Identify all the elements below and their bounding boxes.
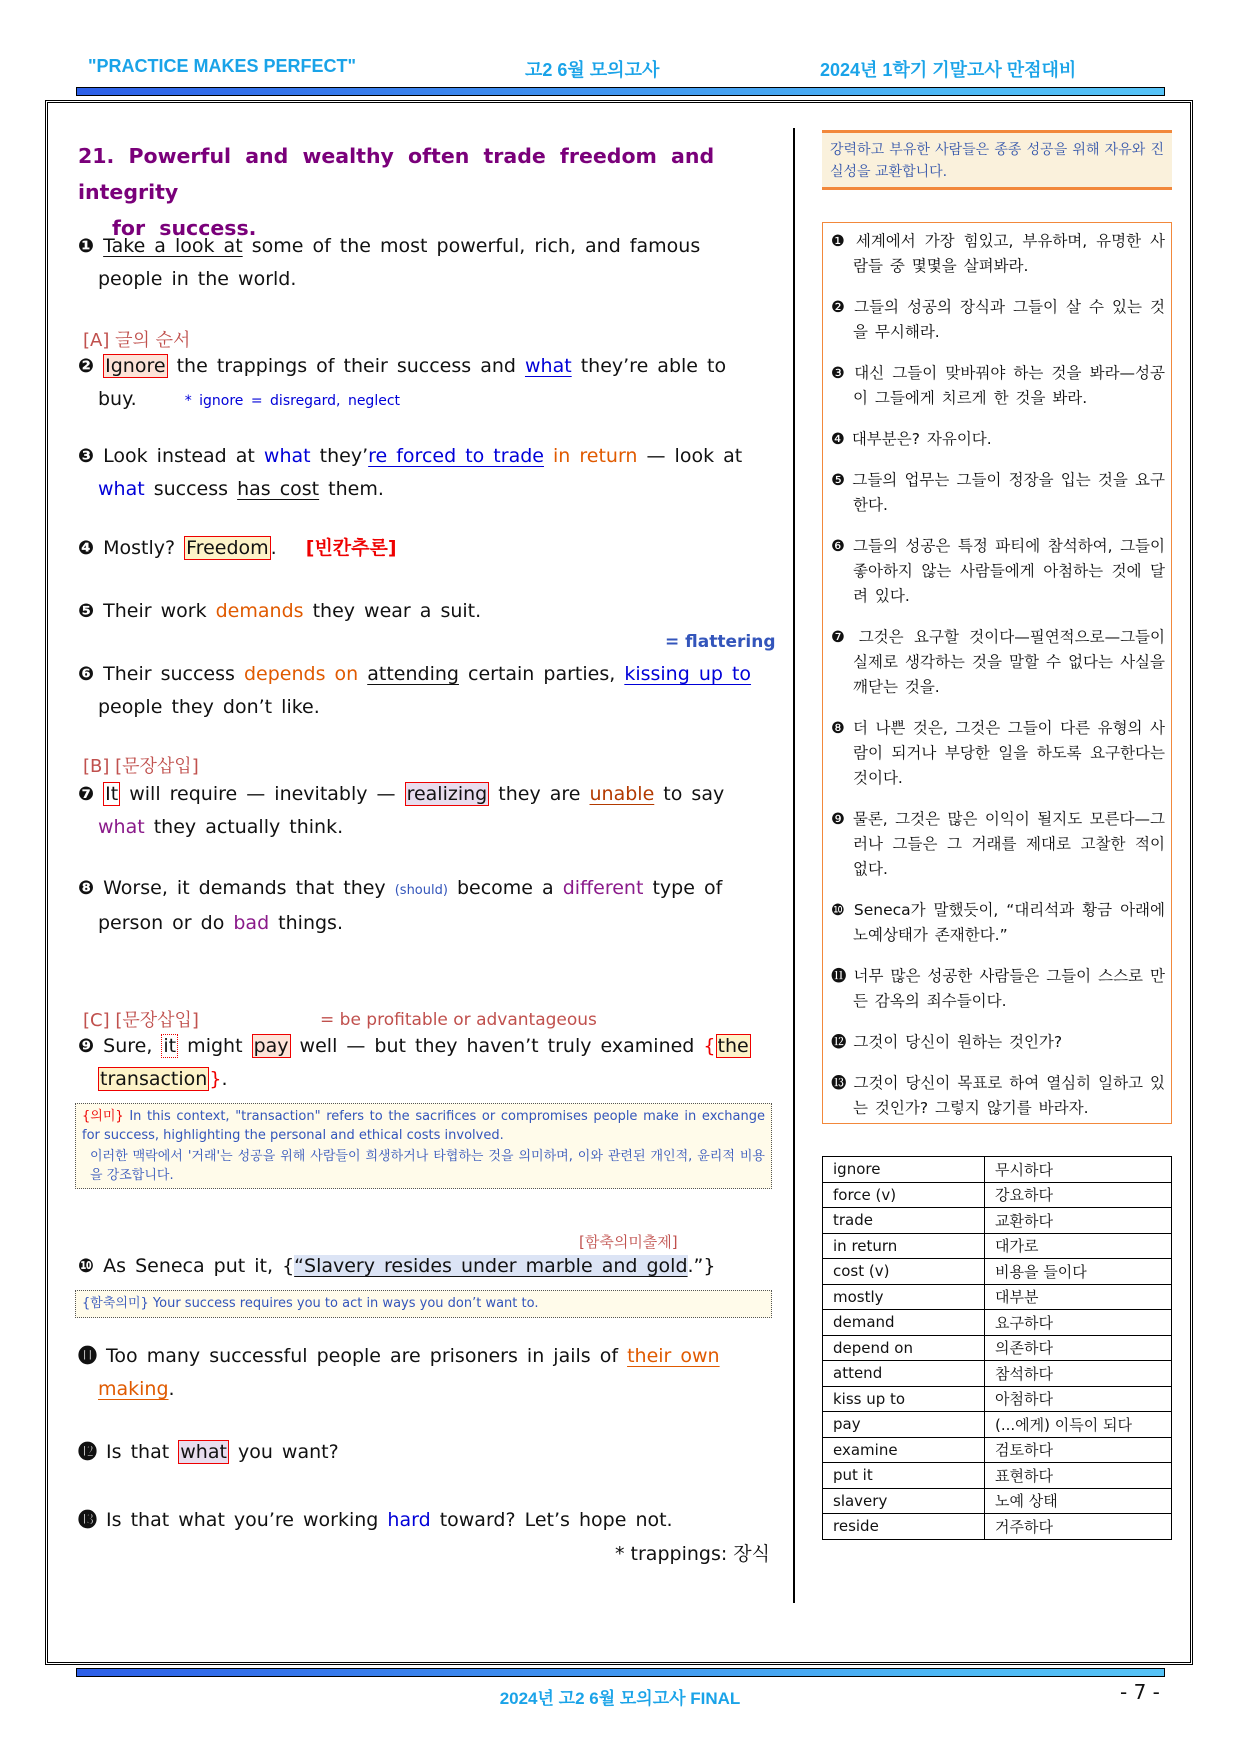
sentence-1: ❶ Take a look at some of the most powerful, rich, and famous people in the world. xyxy=(78,235,701,290)
tag-C: [C] [문장삽입] xyxy=(83,1010,199,1031)
sentence-5: ❺ Their work demands they wear a suit. xyxy=(78,600,482,622)
passage-column xyxy=(78,138,778,1565)
translation-1: ❶ 세계에서 가장 힘있고, 부유하며, 유명한 사람들 중 몇몇을 살펴봐라. xyxy=(831,232,1165,275)
vocab-row: cost (v) 비용을 들이다 xyxy=(823,1259,1172,1285)
header-motto: "PRACTICE MAKES PERFECT" xyxy=(88,56,357,76)
translation-3: ❸ 대신 그들이 맞바꿔야 하는 것을 봐라—성공이 그들에게 치르게 한 것을 봐라. xyxy=(831,364,1165,407)
vocab-row: examine 검토하다 xyxy=(823,1437,1172,1463)
vocabulary-table xyxy=(822,1156,1172,1540)
vocab-row: demand 요구하다 xyxy=(823,1310,1172,1336)
trappings-gloss: * trappings: 장식 xyxy=(615,1543,770,1565)
sentence-11: ⓫ Too many successful people are prisoners in jails of their own making. xyxy=(78,1345,720,1400)
vocab-row: force (v) 강요하다 xyxy=(823,1182,1172,1208)
translation-6: ❻ 그들의 성공은 특정 파티에 참석하여, 그들이 좋아하지 않는 사람들에게 아첨하는 것에 달려 있다. xyxy=(831,537,1165,605)
sentence-4: ❹ Mostly? Freedom . [빈칸추론] xyxy=(78,537,397,559)
sentence-7: ❼ It will require — inevitably — realizing they are unable to say what they actually think. xyxy=(78,783,725,838)
translation-8: ❽ 더 나쁜 것은, 그것은 그들이 다른 유형의 사람이 되거나 부당한 일을 하도록 요구한다는 것이다. xyxy=(831,719,1165,787)
translation-7: ❼ 그것은 요구할 것이다—필연적으로—그들이 실제로 생각하는 것을 말할 수 없다는 사실을 깨닫는 것을. xyxy=(831,628,1165,696)
sentence-9: ❾ Sure, it might pay well — but they haven’t truly examined { the transaction }. xyxy=(78,1035,749,1090)
vocab-row: trade 교환하다 xyxy=(823,1208,1172,1234)
sentence-2: ❷ Ignore the trappings of their success and what they’re able to buy. * ignore = disregard, neglect xyxy=(78,355,727,410)
sentence-10: ❿ As Seneca put it, {“Slavery resides under marble and gold.”} xyxy=(78,1255,716,1277)
implied-meaning-note: {함축의미} Your success requires you to act in ways you don’t want to. xyxy=(75,1290,772,1318)
translation-box xyxy=(822,222,1172,1124)
footer-title: 2024년 고2 6월 모의고사 FINAL xyxy=(499,1689,741,1708)
vocab-row: ignore 무시하다 xyxy=(823,1157,1172,1183)
page-number: - 7 - xyxy=(1120,1680,1160,1704)
vocab-row: reside 거주하다 xyxy=(823,1514,1172,1540)
translation-11: ⓫ 너무 많은 성공한 사람들은 그들이 스스로 만든 감옥의 죄수들이다. xyxy=(831,967,1165,1010)
footer-bar xyxy=(76,1668,1165,1677)
translation-4: ❹ 대부분은? 자유이다. xyxy=(831,430,992,448)
header-term: 2024년 1학기 기말고사 만점대비 xyxy=(820,60,1077,80)
tag-implied-meaning: [함축의미출제] xyxy=(579,1233,678,1251)
translation-5: ❺ 그들의 업무는 그들이 정장을 입는 것을 요구한다. xyxy=(831,471,1165,514)
vocab-row: kiss up to 아첨하다 xyxy=(823,1386,1172,1412)
vocab-row: attend 참석하다 xyxy=(823,1361,1172,1387)
page-header xyxy=(88,52,1170,82)
vocab-row: put it 표현하다 xyxy=(823,1463,1172,1489)
header-exam: 고2 6월 모의고사 xyxy=(525,60,660,80)
vocab-row: slavery 노예 상태 xyxy=(823,1488,1172,1514)
sentence-3: ❸ Look instead at what they’re forced to trade in return — look at what success has cost them. xyxy=(78,445,743,500)
vocab-row: pay (...에게) 이득이 되다 xyxy=(823,1412,1172,1438)
sentence-12: ⓬ Is that what you want? xyxy=(78,1441,339,1463)
translation-9: ❾ 물론, 그것은 많은 이익이 될지도 모른다—그러나 그들은 그 거래를 제대로 고찰한 적이 없다. xyxy=(831,810,1165,878)
flattering-note: = flattering xyxy=(665,632,776,652)
sentence-13: ⓭ Is that what you’re working hard toward? Let’s hope not. xyxy=(78,1509,673,1531)
sentence-6: ❻ Their success depends on attending certain parties, kissing up to people they don’t like. xyxy=(78,663,752,718)
translation-10: ❿ Seneca가 말했듯이, “대리석과 황금 아래에 노예상태가 존재한다.” xyxy=(831,901,1165,944)
tag-B: [B] [문장삽입] xyxy=(83,756,199,777)
summary-box: 강력하고 부유한 사람들은 종종 성공을 위해 자유와 진실성을 교환합니다. xyxy=(822,130,1172,190)
header-bar xyxy=(76,87,1165,96)
vocab-row: in return 대가로 xyxy=(823,1233,1172,1259)
column-divider xyxy=(793,128,795,1603)
vocab-row: depend on 의존하다 xyxy=(823,1335,1172,1361)
translation-2: ❷ 그들의 성공의 장식과 그들이 살 수 있는 것을 무시해라. xyxy=(831,298,1165,341)
sentence-8: ❽ Worse, it demands that they (should) become a different type of person or do bad things. xyxy=(78,877,723,934)
pay-meaning-note: = be profitable or advantageous xyxy=(320,1010,597,1030)
translation-12: ⓬ 그것이 당신이 원하는 것인가? xyxy=(831,1033,1063,1051)
meaning-note: {의미} In this context, "transaction" refers to the sacrifices or compromises people make in exchange for success, highlighting the personal and ethical costs involved. 이러한 맥락에서 '거래'는 성공을 위해 사람들이 희생하거나 타협하는 것을 의미하며, 이와 관련된 개인적, 윤리적 비용을 강조합니다. xyxy=(75,1103,772,1189)
question-title: 21. Powerful and wealthy often trade freedom and integrity for success. xyxy=(78,144,715,240)
tag-blank-inference: [빈칸추론] xyxy=(305,537,397,559)
tag-A: [A] 글의 순서 xyxy=(83,330,191,351)
ignore-synonym-note: * ignore = disregard, neglect xyxy=(184,393,401,409)
translation-13: ⓭ 그것이 당신이 목표로 하여 열심히 일하고 있는 것인가? 그렇지 않기를 바라자. xyxy=(831,1074,1165,1117)
vocab-row: mostly 대부분 xyxy=(823,1284,1172,1310)
